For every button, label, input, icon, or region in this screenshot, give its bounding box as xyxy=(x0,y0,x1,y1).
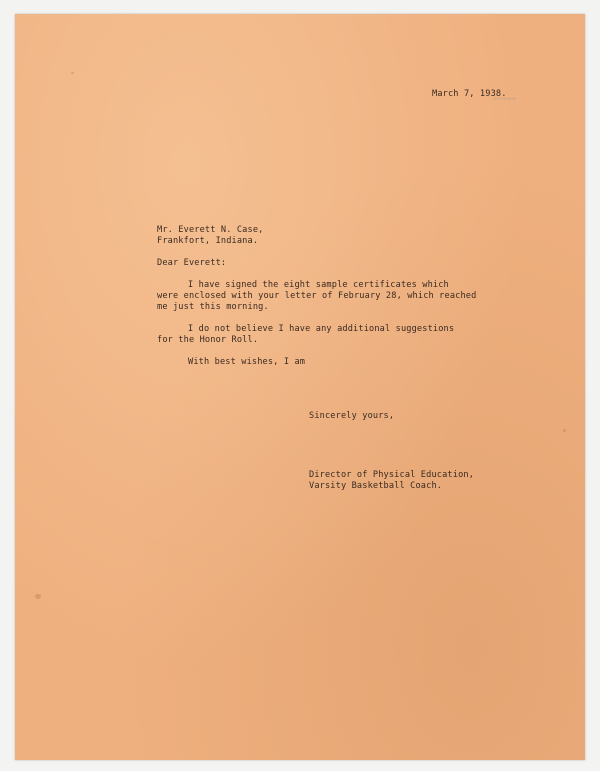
signature-title-1: Director of Physical Education, xyxy=(309,470,475,480)
paper-stain xyxy=(563,429,566,432)
closing: Sincerely yours, xyxy=(309,411,395,421)
signature-title-2: Varsity Basketball Coach. xyxy=(309,481,443,491)
paragraph-2-line-1: I do not believe I have any additional suggestions xyxy=(188,324,455,334)
faint-stamp-mark: ▬▬▬▬▬ xyxy=(493,96,517,102)
paragraph-3: With best wishes, I am xyxy=(188,357,306,367)
recipient-name: Mr. Everett N. Case, xyxy=(157,225,264,235)
letter-page xyxy=(15,14,585,760)
salutation: Dear Everett: xyxy=(157,258,227,268)
letter-date: March 7, 1938. xyxy=(432,89,507,99)
recipient-city: Frankfort, Indiana. xyxy=(157,236,259,246)
paragraph-1-line-2: were enclosed with your letter of February 28, which reached xyxy=(157,291,477,301)
paper-stain xyxy=(35,594,41,599)
paragraph-1-line-3: me just this morning. xyxy=(157,302,269,312)
paragraph-2-line-2: for the Honor Roll. xyxy=(157,335,259,345)
paragraph-1-line-1: I have signed the eight sample certificates which xyxy=(188,280,449,290)
paper-stain xyxy=(71,72,74,74)
